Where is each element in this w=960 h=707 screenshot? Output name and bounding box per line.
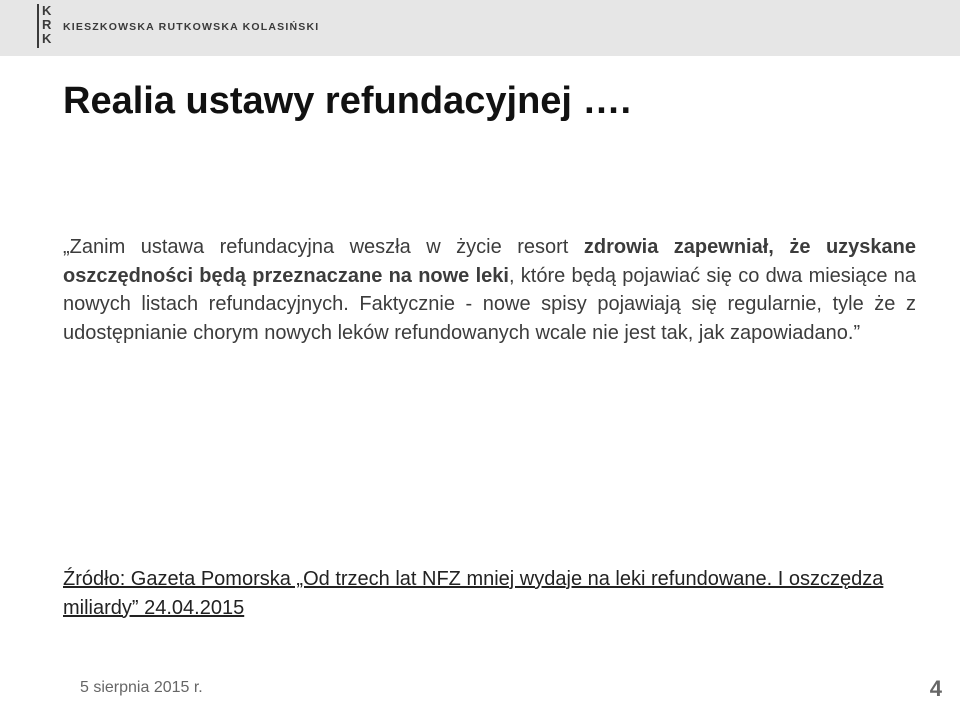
header-band bbox=[0, 0, 960, 56]
logo-letter: K bbox=[42, 3, 52, 18]
firm-name: KIESZKOWSKA RUTKOWSKA KOLASIŃSKI bbox=[63, 21, 320, 33]
logo-letter: R bbox=[42, 17, 52, 32]
slide-title: Realia ustawy refundacyjnej …. bbox=[63, 80, 632, 122]
quote-text-bold: zdrowia zapewniał, że uzyskane oszczędności będą przeznaczane na nowe leki bbox=[63, 236, 917, 287]
source-citation: Źródło: Gazeta Pomorska „Od trzech lat NFZ mniej wydaje na leki refundowane. I oszczędza miliardy” 24.04.2015 bbox=[63, 568, 884, 619]
quote-text: , które będą pojawiać się co dwa miesiące na nowych listach refundacyjnych. Faktycznie - nowe spisy pojawiają się regularnie, tyle że z udostępnianie chorym nowych leków refundowanych wcale nie jest tak, jak zapowiadano.” bbox=[63, 264, 917, 344]
quote-text: „Zanim ustawa refundacyjna weszła w życie resort bbox=[63, 236, 584, 258]
quote-paragraph bbox=[63, 233, 916, 347]
logo-letter: K bbox=[42, 31, 52, 46]
footer-date: 5 sierpnia 2015 r. bbox=[80, 679, 203, 696]
page-number: 4 bbox=[929, 676, 942, 701]
firm-logo bbox=[37, 4, 55, 48]
